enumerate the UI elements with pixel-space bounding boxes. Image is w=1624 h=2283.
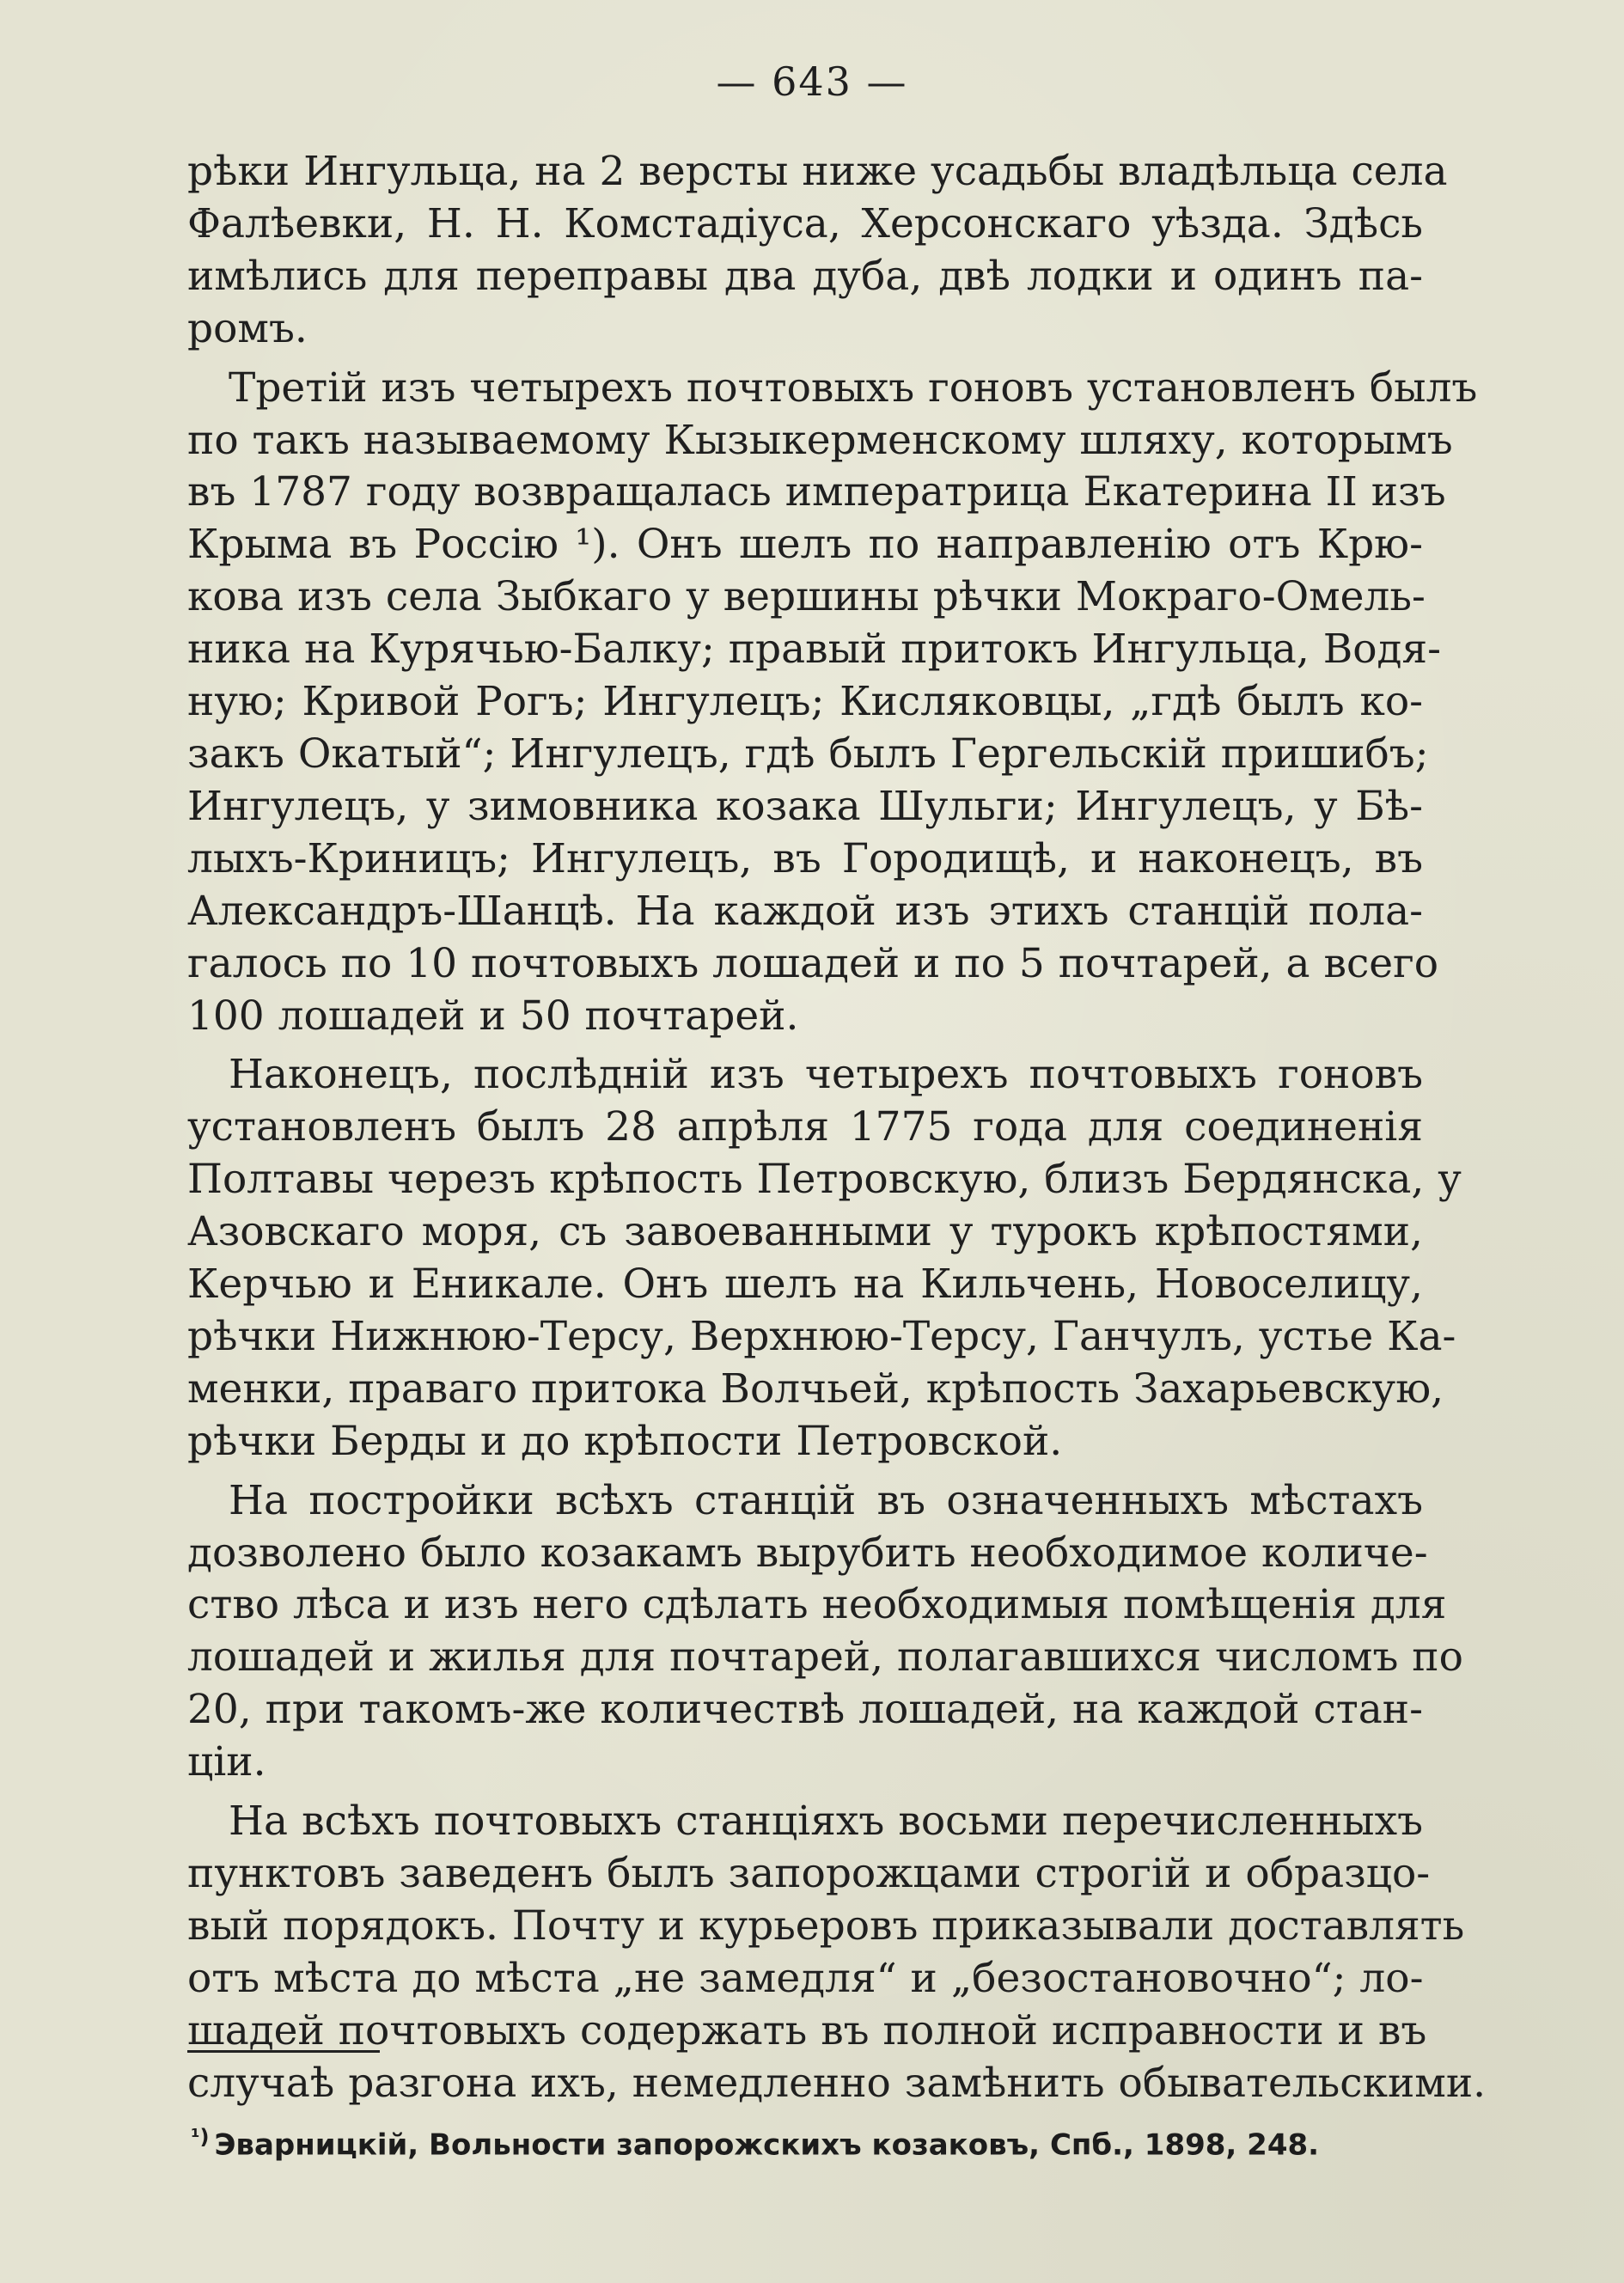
text-line: менки, праваго притока Волчьей, крѣпость Захарьевскую, [187,1364,1444,1413]
text-line: Азовскаго моря, съ завоеванными у турокъ крѣпостями, [187,1208,1423,1256]
paragraph-5 [187,1796,1487,2109]
text-line: пунктовъ заведенъ былъ запорожцами строгій и образцо- [187,1850,1431,1897]
text-line: Полтавы черезъ крѣпость Петровскую, близъ Бердянска, у [187,1156,1462,1204]
text-line: Третій изъ четырехъ почтовыхъ гоновъ установленъ былъ [229,363,1478,412]
text-line: ромъ. [187,304,308,352]
text-line: Ингулецъ, у зимовника козака Шульги; Ингулецъ, у Бѣ- [187,782,1423,830]
footnote-separator [187,2050,380,2053]
text-line: лыхъ-Криницъ; Ингулецъ, въ Городищѣ, и наконецъ, въ [187,834,1423,882]
text-line: На всѣхъ почтовыхъ станціяхъ восьми перечисленныхъ [229,1798,1423,1846]
text-line: рѣчки Нижнюю-Терсу, Верхнюю-Терсу, Ганчулъ, устье Ка- [187,1312,1456,1360]
text-line: На постройки всѣхъ станцій въ означенныхъ мѣстахъ [229,1476,1423,1524]
text-line: Фалѣевки, Н. Н. Комстадіуса, Херсонскаго уѣзда. Здѣсь [187,199,1423,247]
text-line: Наконецъ, послѣдній изъ четырехъ почтовыхъ гоновъ [229,1051,1423,1099]
text-line: Александръ-Шанцѣ. На каждой изъ этихъ станцій пола- [187,887,1423,935]
text-line: имѣлись для переправы два дуба, двѣ лодки и одинъ па- [187,252,1423,300]
page-number: — 643 — [716,58,908,105]
paragraph-1 [187,146,1448,356]
text-line: въ 1787 году возвращалась императрица Екатерина II изъ [187,468,1446,516]
text-line: отъ мѣста до мѣста „не замедля“ и „безостановочно“; ло- [187,1954,1424,2002]
text-line: ную; Кривой Рогъ; Ингулецъ; Кисляковцы, „гдѣ былъ ко- [187,678,1423,726]
text-line: по такъ называемому Кызыкерменскому шляху, которымъ [187,416,1453,464]
text-line: ціи. [187,1738,266,1786]
text-line: случаѣ разгона ихъ, немедленно замѣнить обывательскими. [187,2059,1487,2107]
text-line: дозволено было козакамъ вырубить необходимое количе- [187,1529,1428,1577]
text-line: ство лѣса и изъ него сдѣлать необходимыя помѣщенія для [187,1581,1447,1629]
paragraph-3 [187,1049,1462,1468]
text-line: Крыма въ Россію ¹). Онъ шелъ по направленію отъ Крю- [187,521,1423,569]
text-line: рѣки Ингульца, на 2 версты ниже усадьбы владѣльца села [187,148,1448,195]
text-line: ника на Курячью-Балку; правый притокъ Ингульца, Водя- [187,626,1442,674]
paragraph-2 [187,363,1478,1043]
paragraph-4 [187,1475,1463,1789]
footnote [191,2118,1419,2164]
text-line: 100 лошадей и 50 почтарей. [187,992,799,1040]
text-line: 20, при такомъ-же количествѣ лошадей, на каждой стан- [187,1686,1423,1734]
text-line: рѣчки Берды и до крѣпости Петровской. [187,1417,1063,1465]
text-line: вый порядокъ. Почту и курьеровъ приказывали доставлять [187,1901,1465,1950]
text-line: галось по 10 почтовыхъ лошадей и по 5 почтарей, а всего [187,939,1439,987]
text-line: закъ Окатый“; Ингулецъ, гдѣ былъ Гергельскій пришибъ; [187,729,1429,778]
text-line: шадей почтовыхъ содержать въ полной исправности и въ [187,2006,1427,2054]
text-line: Керчью и Еникале. Онъ шелъ на Кильчень, Новоселицу, [187,1261,1423,1309]
main-text [187,146,1487,2110]
text-line: лошадей и жилья для почтарей, полагавшихся числомъ по [187,1633,1463,1682]
text-line: установленъ былъ 28 апрѣля 1775 года для соединенія [187,1103,1423,1151]
text-line: кова изъ села Зыбкаго у вершины рѣчки Мокраго-Омель- [187,573,1426,621]
footnote-text: Эварницкій, Вольности запорожскихъ козаковъ, Спб., 1898, 248. [214,2127,1320,2163]
footnote-marker: ¹) [191,2125,210,2149]
